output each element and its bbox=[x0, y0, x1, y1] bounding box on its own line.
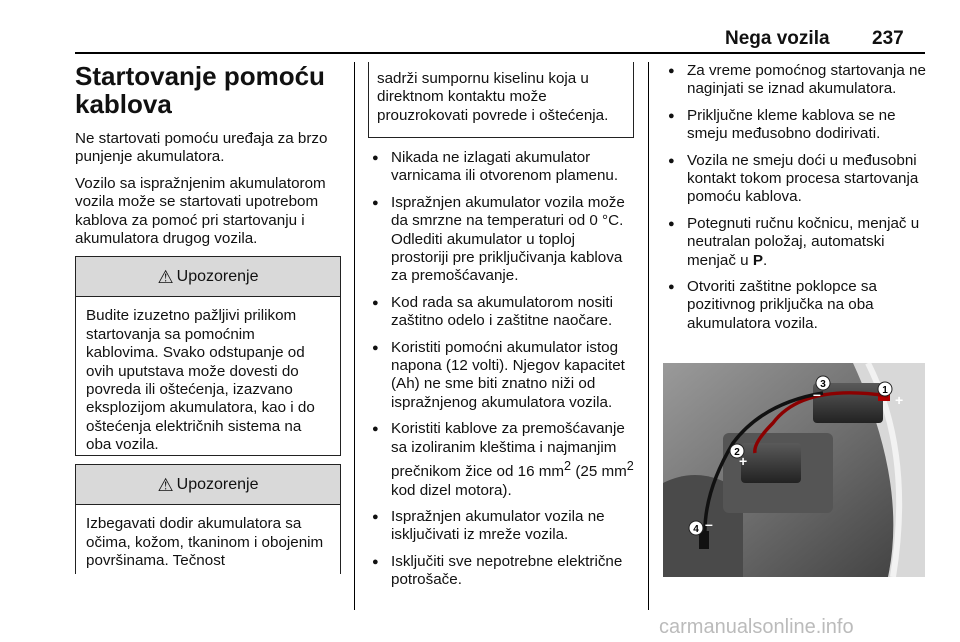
list-item: ● Ispražnjen akumulator vozila ne isključivati iz mreže vozila. bbox=[368, 508, 634, 545]
text-run: kod dizel motora). bbox=[391, 481, 512, 499]
warning-text: Budite izuzetno pažljivi prilikom startovanja sa pomoćnim kablovima. Svako odstupanje od ovih uputstava može dovesti do povreda ili oštećenja, izazvano eksplozijom akumulatora, kao i do oštećenja električnih sistema na oba vozila. bbox=[86, 307, 315, 454]
column-middle bbox=[368, 62, 634, 598]
column-right bbox=[664, 62, 926, 341]
list-item bbox=[664, 215, 926, 270]
warning-header bbox=[76, 465, 340, 505]
text-run: (25 mm bbox=[571, 463, 627, 481]
callout-number: 3 bbox=[820, 379, 826, 390]
column-divider bbox=[354, 62, 355, 610]
warning-box bbox=[75, 256, 341, 456]
discharged-battery bbox=[741, 443, 801, 483]
list-item: ● Otvoriti zaštitne poklopce sa pozitivnog priključka na oba akumulatora vozila. bbox=[664, 278, 926, 333]
warning-header bbox=[76, 257, 340, 297]
list-item: ● Isključiti sve nepotrebne električne potrošače. bbox=[368, 553, 634, 590]
warning-title: Upozorenje bbox=[176, 475, 259, 493]
list-item bbox=[368, 420, 634, 500]
callout-number: 4 bbox=[693, 524, 699, 535]
text-run: . bbox=[763, 251, 768, 269]
callout-sign: + bbox=[895, 392, 904, 408]
column-left bbox=[75, 62, 341, 574]
list-item: ● Nikada ne izlagati akumulator varnicama ili otvorenom plamenu. bbox=[368, 149, 634, 186]
paragraph: Ne startovati pomoću uređaja za brzo punjenje akumulatora. bbox=[75, 130, 328, 166]
section-title: Startovanje pomoću kablova bbox=[75, 61, 325, 119]
callout-number: 1 bbox=[882, 385, 888, 396]
callout-sign: + bbox=[739, 453, 748, 469]
superscript: 2 bbox=[626, 459, 634, 474]
column-divider bbox=[648, 62, 649, 610]
warning-icon: ⚠ bbox=[157, 266, 174, 287]
text-run: Koristiti kablove za premošćavanje sa izoliranim kleštima i najmanjim prečnikom žice od 16 mm bbox=[391, 420, 625, 481]
watermark: carmanualsonline.info bbox=[659, 616, 854, 638]
list-item: ● Koristiti pomoćni akumulator istog napona (12 volti). Njegov kapacitet (Ah) ne sme biti znatno niži od ispražnjenog akumulatora vozila. bbox=[368, 339, 634, 413]
page-number: 237 bbox=[872, 28, 904, 49]
callout-number: 2 bbox=[734, 447, 740, 458]
warning-icon: ⚠ bbox=[157, 474, 174, 495]
list-item: ● Ispražnjen akumulator vozila može da smrzne na temperaturi od 0 °C. Odlediti akumulator u toploj prostoriji pre priključivanja kablova za premošćavanje. bbox=[368, 194, 634, 286]
gear-position: P bbox=[752, 251, 763, 269]
bullet-list bbox=[368, 149, 634, 590]
callout-sign: – bbox=[705, 516, 713, 532]
list-item: ● Kod rada sa akumulatorom nositi zaštitno odelo i zaštitne naočare. bbox=[368, 294, 634, 331]
bullet-list bbox=[664, 62, 926, 333]
paragraph: Vozilo sa ispražnjenim akumulatorom vozila može se startovati upotrebom kablova za pomoć pri startovanju i akumulatora drugog vozila. bbox=[75, 174, 326, 248]
list-item: ● Priključne kleme kablova se ne smeju međusobno dodirivati. bbox=[664, 107, 926, 144]
list-item: ● Za vreme pomoćnog startovanja ne naginjati se iznad akumulatora. bbox=[664, 62, 926, 99]
superscript: 2 bbox=[564, 459, 572, 474]
list-item: ● Vozila ne smeju doći u međusobni kontakt tokom procesa startovanja pomoću kablova. bbox=[664, 152, 926, 207]
text-run: Potegnuti ručnu kočnicu, menjač u neutralan položaj, automatski menjač u bbox=[687, 214, 920, 269]
warning-text: Izbegavati dodir akumulatora sa očima, kožom, tkaninom i obojenim površinama. Tečnost bbox=[86, 515, 324, 570]
warning-title: Upozorenje bbox=[176, 267, 259, 285]
warning-box bbox=[75, 464, 341, 574]
warning-continuation: sadrži sumpornu kiselinu koja u direktnom kontaktu može prouzrokovati povrede i oštećenja. bbox=[368, 62, 634, 138]
chapter-title: Nega vozila bbox=[725, 28, 830, 49]
header-divider bbox=[75, 52, 925, 54]
engine-bay-illustration bbox=[663, 363, 925, 577]
callout-sign: – bbox=[813, 386, 821, 402]
